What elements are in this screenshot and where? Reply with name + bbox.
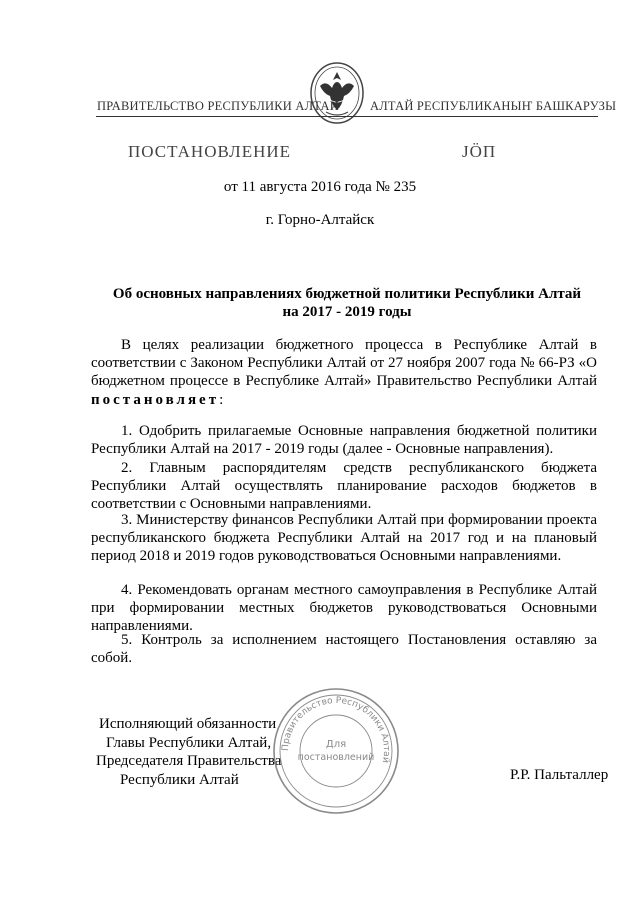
list-item: 5. Контроль за исполнением настоящего Постановления оставляю за собой.	[91, 632, 597, 667]
date-line: от 11 августа 2016 года № 235	[223, 179, 417, 195]
signatory-line-3: Председателя Правительства	[96, 753, 282, 769]
title-line-2: на 2017 - 2019 годы	[282, 304, 412, 320]
title-line-1: Об основных направлениях бюджетной политики Республики Алтай	[112, 286, 582, 302]
preamble-text: В целях реализации бюджетного процесса в Республике Алтай в соответствии с Законом Республики Алтай от 27 ноября 2007 года № 66-РЗ «О бюджетном процессе в Республике Алтай» Правительство Республики Алтай	[91, 337, 597, 390]
header-org-right: АЛТАЙ РЕСПУБЛИКАНЫҤ БАШКАРУЗЫ	[370, 99, 617, 113]
signatory-block	[96, 715, 281, 789]
signatory-line-4: Республики Алтай	[120, 771, 239, 788]
signatory-line-2: Главы Республики Алтай,	[106, 734, 272, 751]
document-title	[96, 285, 598, 321]
doc-type-ru: ПОСТАНОВЛЕНИЕ	[128, 142, 292, 161]
stamp-ring-text: Правительство Республики Алтай	[280, 695, 392, 764]
stamp-center-line-1: Для	[325, 739, 347, 750]
decree-word: постановляет	[91, 391, 220, 408]
preamble-end: :	[219, 391, 224, 408]
list-item: 2. Главным распорядителям средств республиканского бюджета Республики Алтай осуществлять планирование расходов бюджетов в соответствии с Основными направлениями.	[91, 460, 597, 513]
city: г. Горно-Алтайск	[265, 212, 375, 228]
list-item: 3. Министерству финансов Республики Алтай при формировании проекта республиканского бюджета Республики Алтай на 2017 год и на плановый период 2018 и 2019 годов руководствоваться Основными направлениями.	[91, 512, 597, 565]
signatory-line-1: Исполняющий обязанности	[99, 716, 277, 732]
header-divider	[96, 116, 598, 117]
preamble	[91, 336, 597, 409]
list-item: 4. Рекомендовать органам местного самоуправления в Республике Алтай при формировании местных бюджетов руководствоваться Основными направлениями.	[91, 582, 597, 635]
signatory-name: Р.Р. Пальталлер	[510, 767, 609, 783]
header-org-left: ПРАВИТЕЛЬСТВО РЕСПУБЛИКИ АЛТАЙ	[97, 99, 339, 113]
doc-type-alt: JÖП	[462, 142, 497, 161]
list-item: 1. Одобрить прилагаемые Основные направления бюджетной политики Республики Алтай на 2017 - 2019 годы (далее - Основные направления).	[91, 423, 597, 458]
stamp-center-line-2: постановлений	[297, 752, 375, 763]
official-stamp	[270, 685, 402, 817]
